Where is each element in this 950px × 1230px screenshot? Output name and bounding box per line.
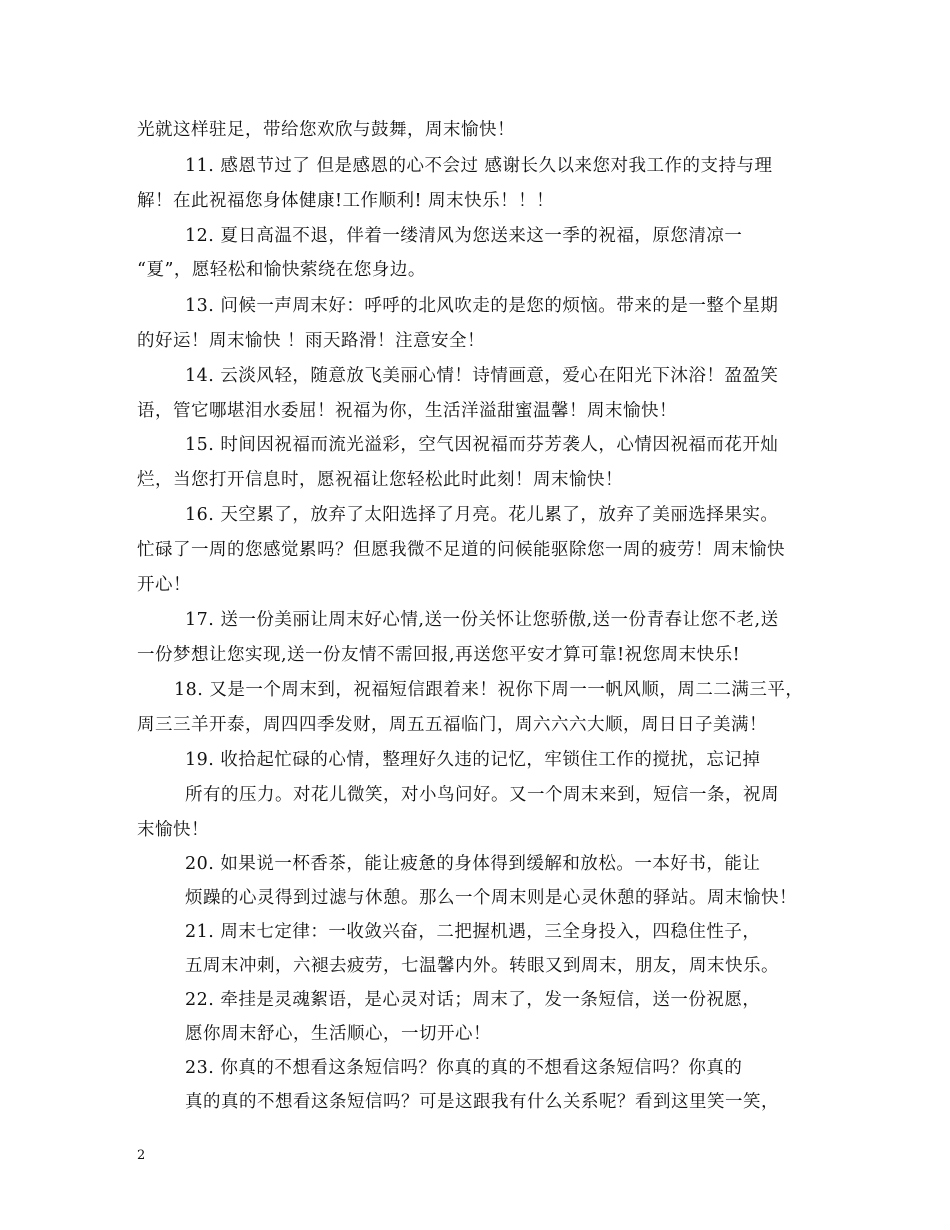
- text-line: 所有的压力。对花儿微笑，对小鸟问好。又一个周末来到，短信一条，祝周: [185, 785, 779, 805]
- text-line: 光就这样驻足，带给您欢欣与鼓舞，周末愉快！: [137, 120, 515, 140]
- text-line: 真的真的不想看这条短信吗？可是这跟我有什么关系呢？看到这里笑一笑，: [185, 1092, 779, 1112]
- text-line: 12. 夏日高温不退，伴着一缕清风为您送来这一季的祝福，原您清凉一: [185, 226, 743, 246]
- text-line: 19. 收拾起忙碌的心情，整理好久违的记忆，牢锁住工作的搅扰，忘记掉: [185, 750, 761, 770]
- text-line: 22. 牵挂是灵魂絮语，是心灵对话；周末了，发一条短信，送一份祝愿，: [185, 990, 761, 1010]
- page-number: 2: [137, 1148, 146, 1163]
- text-line: 14. 云淡风轻，随意放飞美丽心情！诗情画意，爱心在阳光下沐浴！盈盈笑: [185, 366, 779, 386]
- text-line: 周三三羊开泰，周四四季发财，周五五福临门，周六六六大顺，周日日子美满！: [137, 715, 767, 735]
- text-line: 23. 你真的不想看这条短信吗？你真的真的不想看这条短信吗？你真的: [185, 1058, 743, 1078]
- text-line: 忙碌了一周的您感觉累吗？但愿我微不足道的问候能驱除您一周的疲劳！周末愉快: [137, 540, 785, 560]
- text-line: 愿你周末舒心，生活顺心，一切开心！: [185, 1024, 491, 1044]
- text-line: 18. 又是一个周末到，祝福短信跟着来！祝你下周一一帆风顺，周二二满三平，: [174, 680, 804, 700]
- text-line: 末愉快！: [137, 820, 209, 840]
- text-line: 的好运！周末愉快 ！雨天路滑！注意安全！: [137, 331, 486, 351]
- text-line: 开心！: [137, 575, 191, 595]
- text-line: 15. 时间因祝福而流光溢彩，空气因祝福而芬芳袭人，心情因祝福而花开灿: [185, 435, 779, 455]
- text-line: 烦躁的心灵得到过滤与休憩。那么一个周末则是心灵休憩的驿站。周末愉快！: [185, 888, 797, 908]
- text-line: 五周末冲刺，六褪去疲劳，七温馨内外。转眼又到周末，朋友，周末快乐。: [185, 956, 779, 976]
- text-line: 16. 天空累了，放弃了太阳选择了月亮。花儿累了，放弃了美丽选择果实。: [185, 505, 779, 525]
- text-line: 烂，当您打开信息时，愿祝福让您轻松此时此刻！周末愉快！: [137, 470, 623, 490]
- text-line: 20. 如果说一杯香茶，能让疲惫的身体得到缓解和放松。一本好书，能让: [185, 854, 761, 874]
- text-line: 解！在此祝福您身体健康!工作顺利! 周末快乐！！！: [137, 191, 555, 211]
- text-line: 11. 感恩节过了 但是感恩的心不会过 感谢长久以来您对我工作的支持与理: [185, 156, 773, 176]
- text-line: 语，管它哪堪泪水委屈！祝福为你，生活洋溢甜蜜温馨！周末愉快！: [137, 401, 677, 421]
- text-line: “夏”，愿轻松和愉快萦绕在您身边。: [137, 260, 426, 280]
- text-line: 17. 送一份美丽让周末好心情,送一份关怀让您骄傲,送一份青春让您不老,送: [185, 610, 779, 630]
- text-line: 21. 周末七定律：一收敛兴奋，二把握机遇，三全身投入，四稳住性子，: [185, 922, 761, 942]
- text-line: 13. 问候一声周末好：呼呼的北风吹走的是您的烦恼。带来的是一整个星期: [185, 296, 779, 316]
- text-line: 一份梦想让您实现,送一份友情不需回报,再送您平安才算可靠!祝您周末快乐!: [137, 645, 741, 665]
